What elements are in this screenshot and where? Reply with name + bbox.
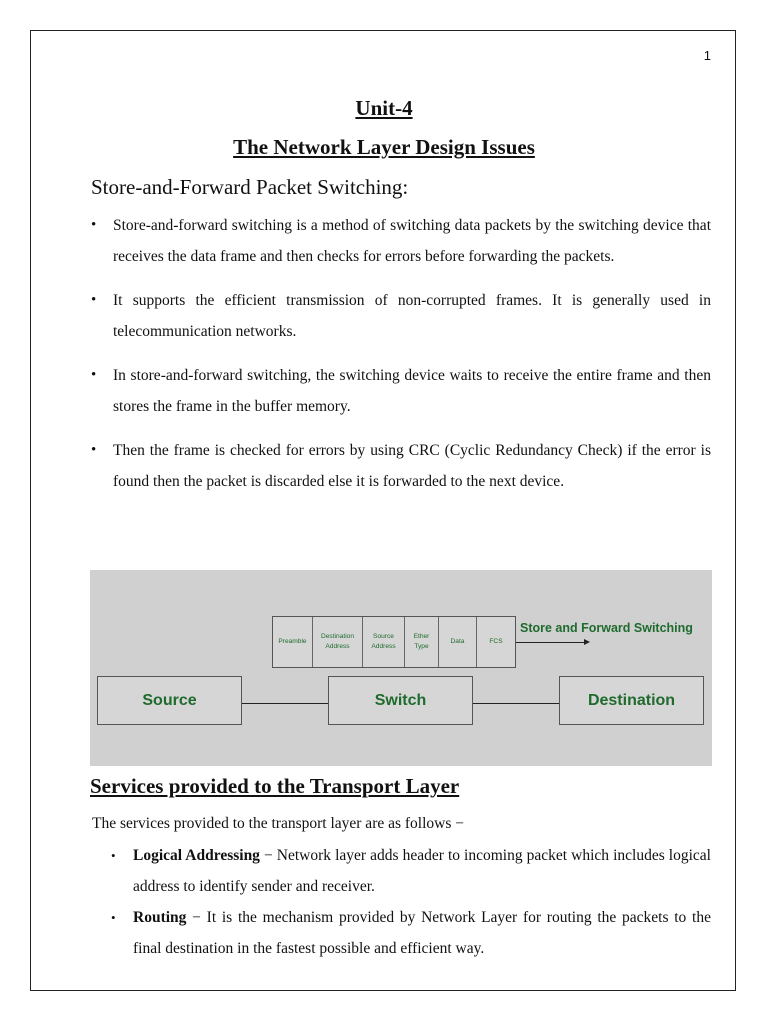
service-item: [111, 840, 711, 902]
frame-field-source-address: Source Address: [363, 617, 405, 667]
bullet-text: In store-and-forward switching, the switching device waits to receive the entire frame and then stores the frame in the buffer memory.: [113, 367, 711, 415]
services-intro: The services provided to the transport layer are as follows −: [92, 815, 465, 832]
bullet-item: [91, 360, 711, 422]
bullet-item: [91, 285, 711, 347]
page-number: 1: [703, 48, 711, 63]
service-description: − It is the mechanism provided by Network Layer for routing the packets to the final destination in the fastest possible and efficient way.: [133, 909, 711, 957]
destination-node: Destination: [559, 676, 704, 725]
services-list: [111, 840, 711, 964]
bullet-item: [91, 210, 711, 272]
store-forward-diagram: [90, 570, 712, 766]
store-forward-arrow-label: Store and Forward Switching: [520, 621, 693, 635]
arrow-line: [516, 642, 586, 643]
service-description: − Network layer adds header to incoming packet which includes logical address to identify sender and receiver.: [133, 847, 711, 895]
service-term: Routing: [133, 909, 187, 926]
source-node: Source: [97, 676, 242, 725]
frame-field-fcs: FCS: [489, 638, 503, 645]
bullet-item: [91, 435, 711, 497]
main-title: The Network Layer Design Issues: [233, 135, 535, 159]
section-heading-transport-services: Services provided to the Transport Layer: [90, 774, 460, 798]
bullet-dot-icon: •: [111, 910, 116, 925]
switch-node: Switch: [328, 676, 473, 725]
bullet-dot-icon: •: [91, 217, 97, 233]
store-forward-bullet-list: [91, 210, 711, 510]
service-term: Logical Addressing: [133, 847, 260, 864]
service-item: [111, 902, 711, 964]
frame-field-ether-type: Ether Type: [405, 617, 439, 667]
ethernet-frame-fields: [272, 616, 516, 668]
bullet-text: Then the frame is checked for errors by using CRC (Cyclic Redundancy Check) if the error is found then the packet is discarded else it is forwarded to the next device.: [113, 442, 711, 490]
switch-destination-link: [473, 703, 559, 704]
bullet-text: It supports the efficient transmission of non-corrupted frames. It is generally used in telecommunication networks.: [113, 292, 711, 340]
frame-field-data: Data: [439, 617, 477, 667]
frame-field-destination-address: Destination Address: [313, 617, 363, 667]
bullet-text: Store-and-forward switching is a method of switching data packets by the switching device that receives the data frame and then checks for errors before forwarding the packets.: [113, 217, 711, 265]
bullet-dot-icon: •: [111, 848, 116, 863]
section-heading-store-forward: Store-and-Forward Packet Switching:: [91, 175, 409, 199]
unit-title: Unit-4: [355, 96, 413, 120]
arrow-right-icon: [584, 639, 590, 645]
bullet-dot-icon: •: [91, 292, 97, 308]
bullet-dot-icon: •: [91, 367, 97, 383]
source-switch-link: [242, 703, 328, 704]
frame-field-preamble: Preamble: [273, 617, 313, 667]
bullet-dot-icon: •: [91, 442, 97, 458]
